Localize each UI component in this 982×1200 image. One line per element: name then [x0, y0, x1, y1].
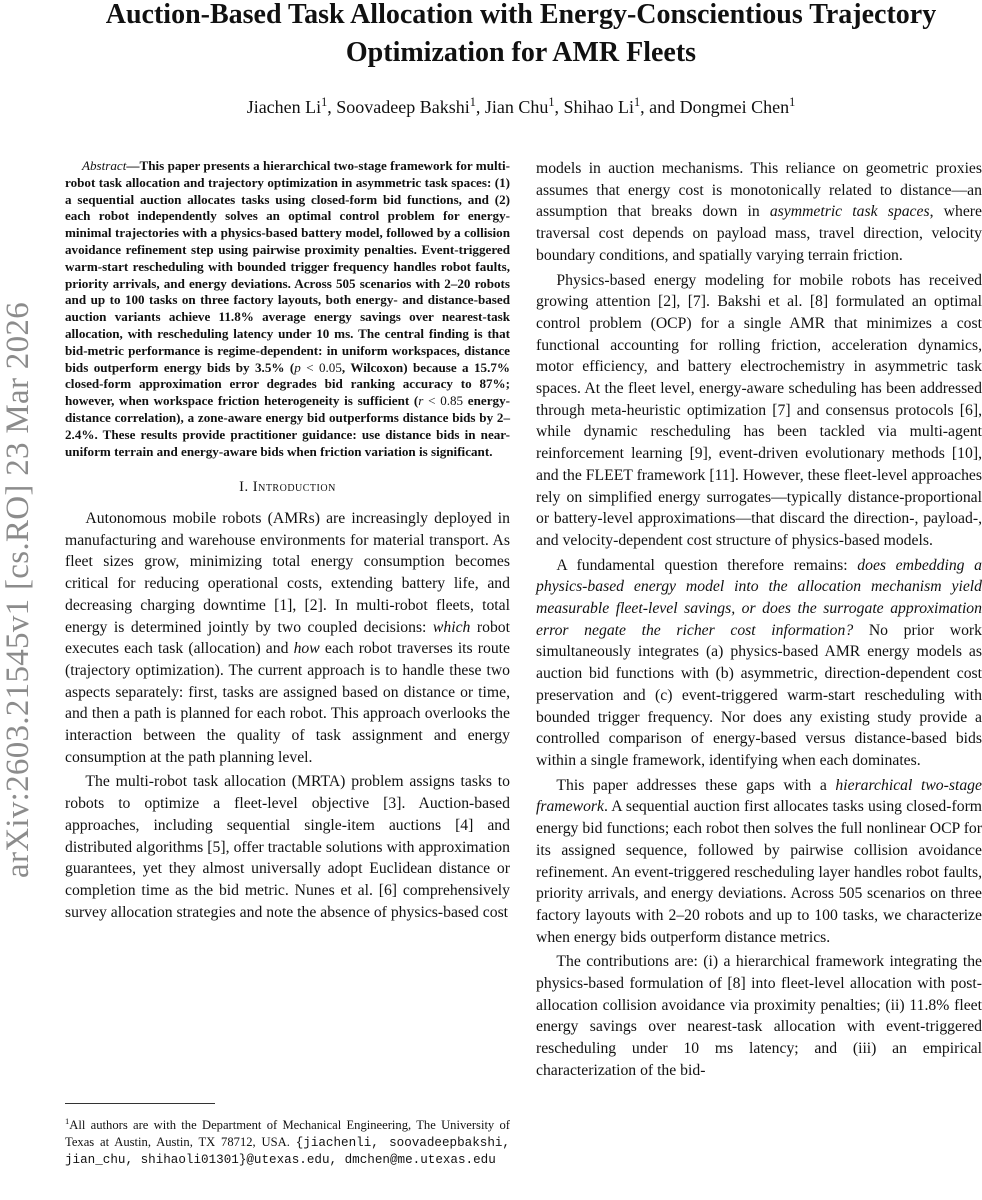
affiliation-mark: 1 [634, 95, 641, 109]
left-column [65, 158, 510, 923]
affiliation-mark: 1 [321, 95, 328, 109]
section-heading [65, 477, 510, 499]
footnote-text: All authors are with the Department of Mechanical Engineering, The University of Texas at Austin, Austin, TX 78712, USA. [65, 1118, 510, 1149]
text-run: each robot traverses its route (trajectory optimization). The current approach is to handle these two aspects separately: first, tasks are assigned based on distance or time, and then a path is planned for each robot. This approach overlooks the interaction between the quality of task assignment and energy consumption at the path planning level. [65, 640, 510, 766]
affiliation-mark: 1 [548, 95, 555, 109]
abstract-label: Abstract [82, 158, 127, 173]
paper-title: Auction-Based Task Allocation with Energy-Conscientious Trajectory Optimization for AMR Fleets [105, 0, 937, 68]
abstract-dash: — [126, 158, 140, 173]
emphasis: asymmetric task spaces [769, 203, 930, 221]
author-emails: {jiachenli, soovadeepbakshi, jian_chu, shihaoli01301}@utexas.edu, dmchen@me.utexas.edu [65, 1135, 510, 1167]
emphasis: how [293, 640, 320, 658]
text-run: Autonomous mobile robots (AMRs) are increasingly deployed in manufacturing and warehouse environments for material transport. As fleet sizes grow, minimizing total energy consumption becomes critical for reducing operational costs, extending battery life, and decreasing charging downtime [1], [2]. In multi-robot fleets, total energy is determined jointly by two coupled decisions: [65, 510, 510, 636]
affiliation-mark: 1 [469, 95, 476, 109]
author-separator: , [327, 97, 337, 117]
footnote-divider [65, 1103, 215, 1104]
math-relation: < 0.85 [423, 393, 464, 409]
footnote-mark: 1 [65, 1115, 70, 1126]
author: Soovadeep Bakshi [336, 97, 470, 117]
text-run: , where traversal cost depends on payload mass, travel direction, velocity boundary conditions, and spatially varying terrain friction. [536, 203, 982, 264]
author: Dongmei Chen [679, 97, 790, 117]
emphasis: does embedding a physics-based energy model into the allocation mechanism yield measurable fleet-level savings, or does the surrogate approximation error negate the richer cost information? [536, 556, 982, 639]
paragraph [536, 555, 982, 772]
author-separator: , [554, 97, 564, 117]
paragraph [65, 508, 510, 768]
paragraph [536, 158, 982, 267]
emphasis: which [432, 618, 471, 636]
author: Jiachen Li [246, 97, 322, 117]
math-r: r [418, 393, 424, 409]
affiliation-mark: 1 [789, 95, 796, 109]
text-run: . A sequential auction first allocates tasks using closed-form energy bid functions; each robot then solves the full nonlinear OCP for its assigned sequence, followed by pairwise collision avoidance refinement. An event-triggered rescheduling layer handles robot faults, priority arrivals, and energy deviations. Across 505 scenarios on three factory layouts with 2–20 robots and up to 100 tasks, we characterize when energy bids outperform distance metrics. [536, 798, 982, 946]
paragraph: The multi-robot task allocation (MRTA) problem assigns tasks to robots to optimize a fleet-level objective [3]. Auction-based approaches, including sequential single-item auctions [4] and distributed algorithms [5], offer tractable solutions with approximation guarantees, yet they almost universally adopt Euclidean distance or completion time as the bid metric. Nunes et al. [6] comprehensively survey allocation strategies and note the absence of physics-based cost [65, 773, 510, 921]
text-run: This paper addresses these gaps with a [556, 776, 836, 794]
section-title: Introduction [252, 479, 336, 496]
author: Jian Chu [484, 97, 549, 117]
text-run: A fundamental question therefore remains: [556, 556, 858, 574]
text-run: models in auction mechanisms. This reliance on geometric proxies assumes that energy cost is monotonically related to distance—an assumption that breaks down in [536, 160, 982, 221]
abstract-text: This paper presents a hierarchical two-stage framework for multi-robot task allocation and trajectory optimization in asymmetric task spaces: (1) a sequential auction allocates tasks using closed-form bid functions, and (2) each robot independently solves an optimal control problem for energy-minimal trajectories with a physics-based battery model, followed by a collision avoidance refinement step using pairwise proximity penalties. Event-triggered warm-start rescheduling with bounded trigger frequency handles robot faults, priority arrivals, and energy deviations. Across 505 scenarios with 2–20 robots and up to 100 tasks on three factory layouts, both energy- and distance-based auction variants achieve 11.8% average energy savings over nearest-task allocation, with rescheduling latency under 10 ms. The central finding is that bid-metric performance is regime-dependent: in uniform workspaces, distance bids outperform energy bids by 3.5% ( [65, 158, 510, 375]
abstract-text: energy-distance correlation), a zone-aware energy bid outperforms distance bids by 2–2.4%. These results provide practitioner guidance: use distance bids in near-uniform terrain and energy-aware bids when friction variation is significant. [65, 393, 510, 459]
emphasis: hierarchical two-stage framework [536, 776, 982, 816]
author-separator: , and [640, 97, 680, 117]
author-list [60, 95, 982, 119]
author-separator: , [475, 97, 485, 117]
abstract-text: , Wilcoxon) because a 15.7% closed-form approximation error degrades bid ranking accuracy to 87%; however, when workspace friction heterogeneity is sufficient ( [65, 359, 510, 409]
paragraph: The contributions are: (i) a hierarchical framework integrating the physics-based formulation of [8] into fleet-level allocation with post-allocation collision avoidance via proximity penalties; (ii) 11.8% fleet energy savings over nearest-task allocation with event-triggered rescheduling under 10 ms latency; and (iii) an empirical characterization of the bid- [536, 953, 982, 1079]
text-run: No prior work simultaneously integrates (a) physics-based AMR energy models as auction bid functions with (b) asymmetric, direction-dependent cost preservation and (c) event-triggered warm-start rescheduling with bounded trigger frequency. Nor does any existing study provide a controlled comparison of energy-based versus distance-based bids within a single framework, identifying when each dominates. [536, 621, 982, 769]
right-column [536, 158, 982, 1082]
paragraph: Physics-based energy modeling for mobile robots has received growing attention [2], [7]. Bakshi et al. [8] formulated an optimal control problem (OCP) for a single AMR that minimizes a cost functional accounting for rolling friction, acceleration dynamics, motor efficiency, and battery electrochemistry in asymmetric task spaces. At the fleet level, energy-aware scheduling has been addressed through meta-heuristic optimization [7] and consensus protocols [6], while dynamic rescheduling has been tackled via multi-agent reinforcement learning [9], event-driven evolutionary methods [10], and the FLEET framework [11]. However, these fleet-level approaches rely on simplified energy surrogates—typically distance-proportional or battery-level approximations—that discard the direction-, payload-, and velocity-dependent cost structure of physics-based models. [536, 271, 982, 549]
math-p: p [294, 359, 301, 375]
arxiv-identifier: arXiv:2603.21545v1 [cs.RO] 23 Mar 2026 [0, 302, 36, 878]
author: Shihao Li [563, 97, 635, 117]
footnote [65, 1117, 510, 1169]
abstract [65, 158, 510, 460]
text-run: robot executes each task (allocation) and [65, 618, 510, 658]
paragraph [536, 775, 982, 949]
section-numeral: I. [239, 479, 249, 496]
math-relation: < 0.05 [300, 359, 342, 375]
